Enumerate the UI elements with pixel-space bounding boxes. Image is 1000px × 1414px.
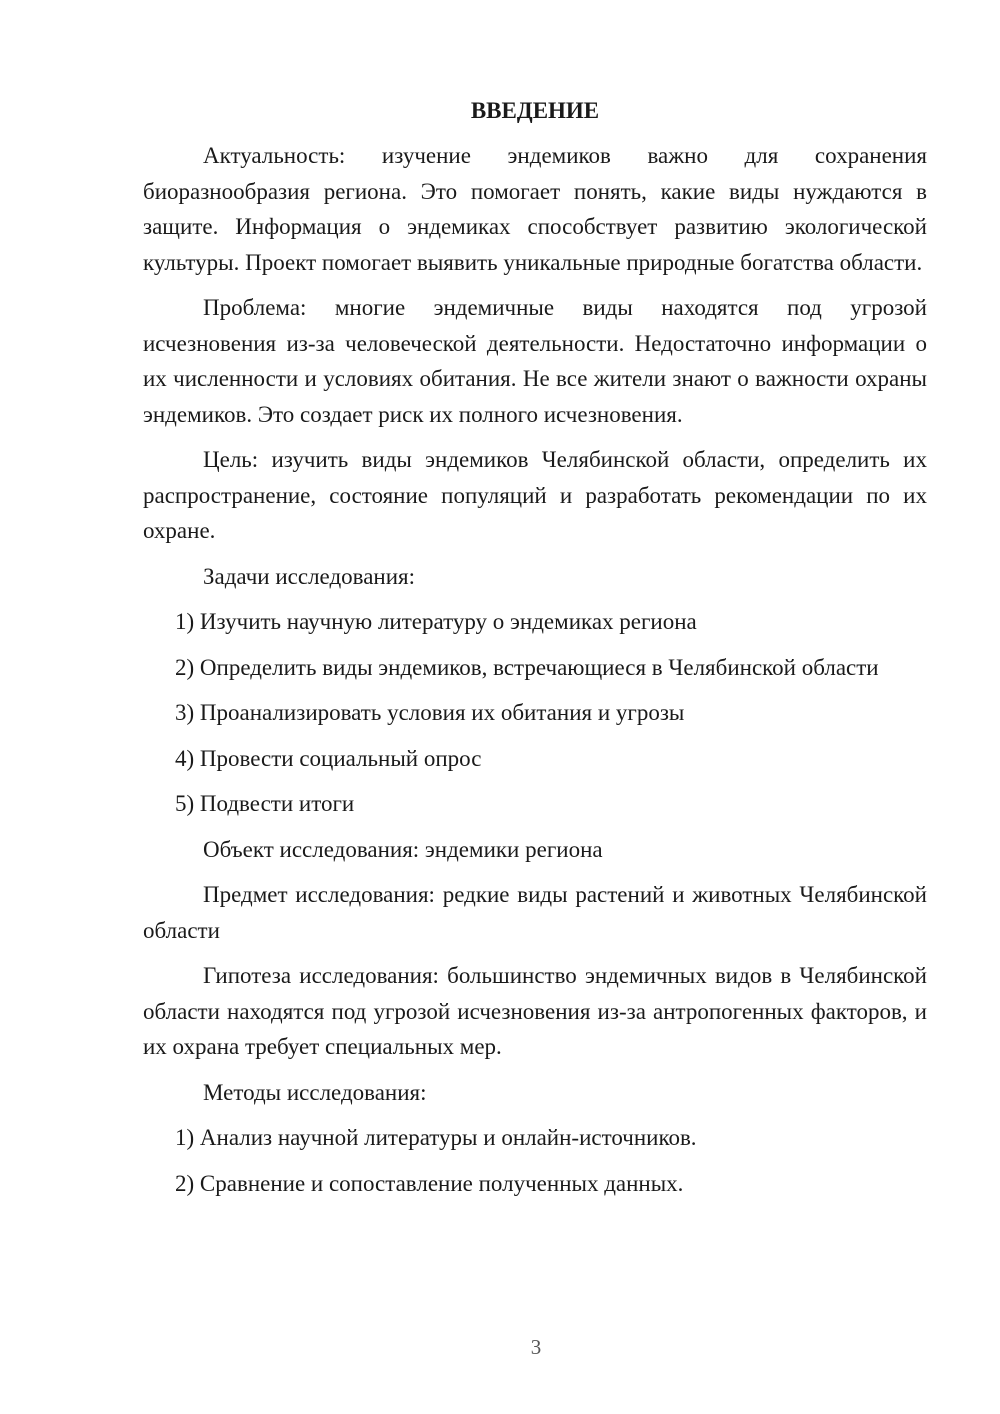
task-item-1: 1) Изучить научную литературу о эндемиках региона — [175, 609, 697, 634]
method-item-2: 2) Сравнение и сопоставление полученных данных. — [175, 1170, 684, 1196]
section-title: ВВЕДЕНИЕ — [470, 98, 600, 123]
task-item-3: 3) Проанализировать условия их обитания и угрозы — [175, 700, 685, 725]
paragraph-problem: Проблема: многие эндемичные виды находятся под угрозой исчезновения из-за человеческой деятельности. Недостаточно информации о их численности и условиях обитания. Не все жители знают о важности охраны эндемиков. Это создает риск их полного исчезновения. — [143, 295, 927, 427]
paragraph-goal: Цель: изучить виды эндемиков Челябинской области, определить их распространение, состояние популяций и разработать рекомендации по их охране. — [143, 447, 927, 543]
paragraph-object: Объект исследования: эндемики региона — [203, 836, 603, 862]
paragraph-subject: Предмет исследования: редкие виды растений и животных Челябинской области — [143, 882, 927, 943]
methods-heading: Методы исследования: — [203, 1079, 427, 1105]
paragraph-relevance: Актуальность: изучение эндемиков важно для сохранения биоразнообразия региона. Это помогает понять, какие виды нуждаются в защите. Информация о эндемиках способствует развитию экологической культуры. Проект помогает выявить уникальные природные богатства области. — [143, 143, 927, 275]
paragraph-hypothesis: Гипотеза исследования: большинство эндемичных видов в Челябинской области находятся под угрозой исчезновения из-за антропогенных факторов, и их охрана требует специальных мер. — [143, 963, 927, 1059]
tasks-heading: Задачи исследования: — [203, 563, 416, 589]
page-number: 3 — [530, 1335, 542, 1359]
page-content — [143, 93, 927, 1211]
task-item-4: 4) Провести социальный опрос — [175, 745, 482, 771]
task-item-5: 5) Подвести итоги — [175, 791, 355, 816]
task-item-2: 2) Определить виды эндемиков, встречающиеся в Челябинской области — [175, 654, 879, 680]
method-item-1: 1) Анализ научной литературы и онлайн-источников. — [175, 1125, 697, 1150]
